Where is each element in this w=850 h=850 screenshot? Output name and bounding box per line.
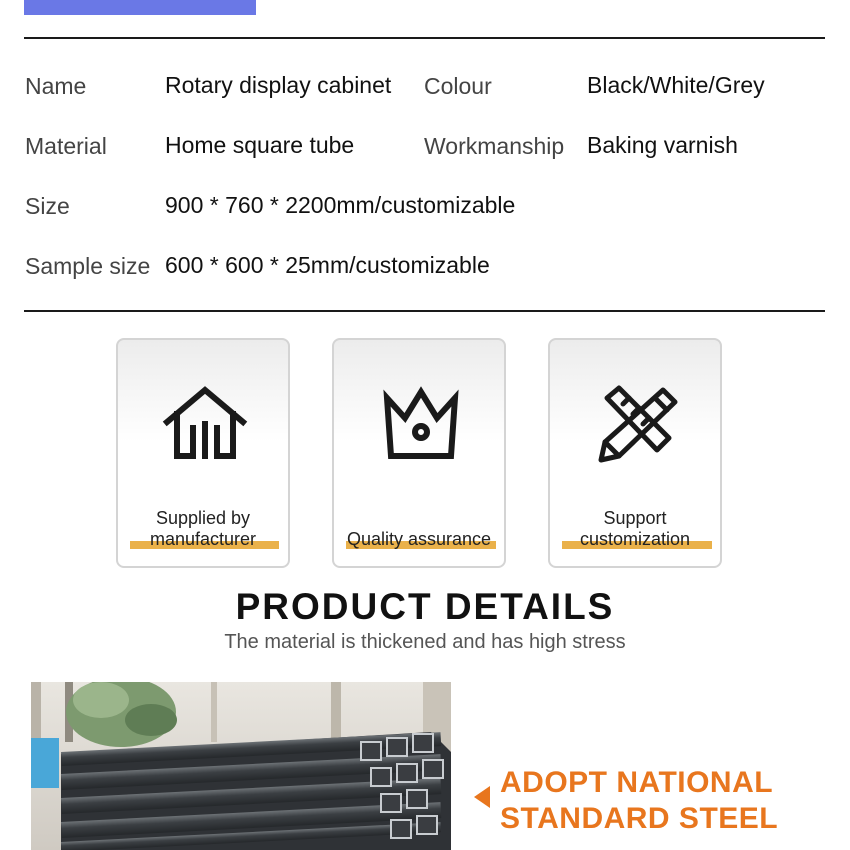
name-label: Name xyxy=(25,73,87,99)
callout-line1: ADOPT NATIONAL xyxy=(500,766,774,799)
feature-caption-line2: customization xyxy=(579,529,691,549)
spec-top-divider xyxy=(24,37,825,39)
colour-label: Colour xyxy=(424,73,492,99)
material-label: Material xyxy=(25,133,107,159)
feature-card-manufacturer xyxy=(116,338,290,568)
steel-tubes-photo xyxy=(31,682,451,850)
workmanship-value: Baking varnish xyxy=(587,132,738,158)
feature-card-quality xyxy=(332,338,506,568)
size-label: Size xyxy=(25,193,70,219)
feature-caption-line1: Supplied by xyxy=(155,508,251,528)
name-value: Rotary display cabinet xyxy=(165,72,392,98)
crown-icon xyxy=(377,384,465,464)
feature-caption-line1: Quality assurance xyxy=(346,529,492,549)
material-value: Home square tube xyxy=(165,132,355,158)
callout-line2: STANDARD STEEL xyxy=(500,802,779,835)
product-details-subtitle: The material is thickened and has high stress xyxy=(224,631,626,653)
sample-size-label: Sample size xyxy=(25,253,151,279)
pencil-ruler-icon xyxy=(593,384,681,464)
feature-caption-line2: manufacturer xyxy=(149,529,257,549)
colour-value: Black/White/Grey xyxy=(587,72,765,98)
feature-card-customization xyxy=(548,338,722,568)
standard-steel-callout xyxy=(500,765,778,837)
workmanship-label: Workmanship xyxy=(424,133,565,159)
product-details-title: PRODUCT DETAILS xyxy=(235,586,615,627)
callout-arrow-icon xyxy=(474,786,490,808)
sample-size-value: 600 * 600 * 25mm/customizable xyxy=(165,252,490,278)
spec-bottom-divider xyxy=(24,310,825,312)
feature-caption-line1: Support xyxy=(603,508,667,528)
top-accent-bar xyxy=(24,0,256,15)
house-icon xyxy=(161,384,249,464)
size-value: 900 * 760 * 2200mm/customizable xyxy=(165,192,516,218)
